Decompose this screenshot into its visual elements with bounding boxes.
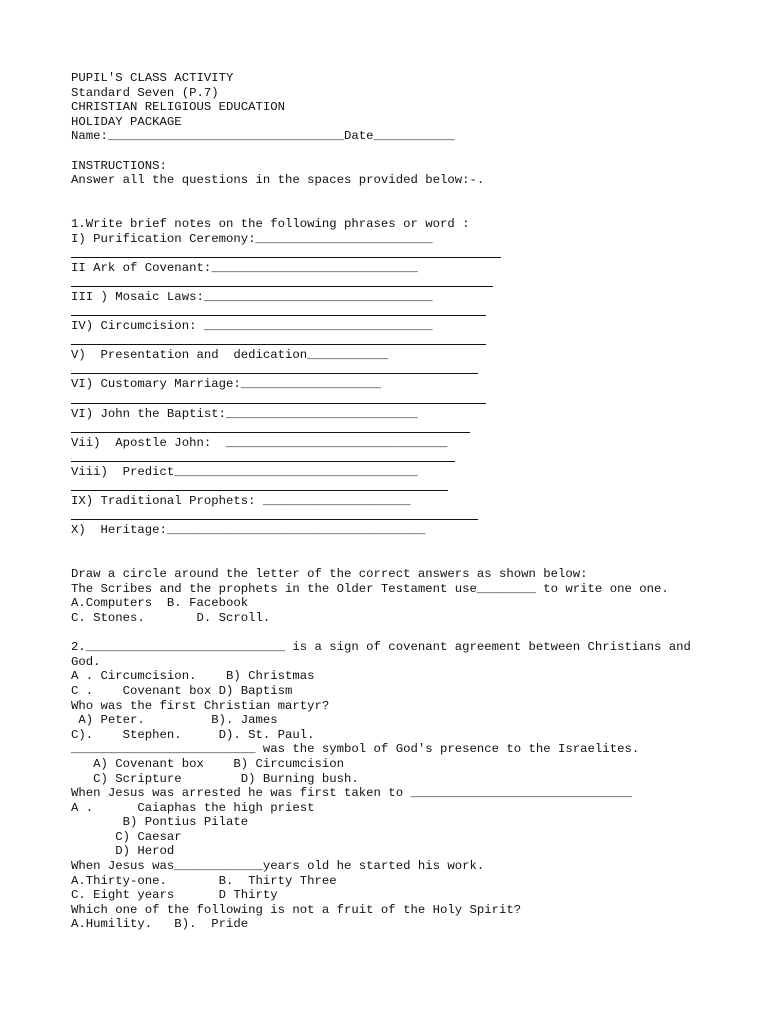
mcq-question: _________________________ was the symbol of God's presence to the Israelites. bbox=[71, 742, 640, 757]
mcq-question: Which one of the following is not a fruit of the Holy Spirit? bbox=[71, 902, 522, 917]
mcq-options: C . Covenant box D) Baptism bbox=[71, 683, 293, 698]
answer-line bbox=[71, 509, 711, 524]
header-package: HOLIDAY PACKAGE bbox=[71, 114, 182, 129]
mcq-example-question: The Scribes and the prophets in the Older Testament use________ to write one one. bbox=[71, 581, 669, 596]
note-item: Viii) Predict_________________________________ bbox=[71, 465, 418, 480]
mcq-example-options: C. Stones. D. Scroll. bbox=[71, 610, 271, 625]
worksheet-page bbox=[71, 71, 711, 932]
note-item: IX) Traditional Prophets: ____________________ bbox=[71, 494, 411, 509]
note-item: III ) Mosaic Laws:_______________________________ bbox=[71, 289, 433, 304]
mcq-intro: Draw a circle around the letter of the correct answers as shown below: bbox=[71, 567, 588, 582]
mcq-question: When Jesus was____________years old he started his work. bbox=[71, 859, 485, 874]
answer-line bbox=[71, 363, 711, 378]
answer-line bbox=[71, 450, 711, 465]
section1-prompt: 1.Write brief notes on the following phrases or word : bbox=[71, 216, 470, 231]
mcq-options: C). Stephen. D). St. Paul. bbox=[71, 727, 315, 742]
mcq-option: C) Caesar bbox=[71, 829, 182, 844]
mcq-question: God. bbox=[71, 654, 101, 669]
answer-line bbox=[71, 305, 711, 320]
mcq-options: A.Humility. B). Pride bbox=[71, 917, 249, 932]
mcq-options: A) Peter. B). James bbox=[71, 713, 278, 728]
note-item: II Ark of Covenant:____________________________ bbox=[71, 260, 418, 275]
note-item: IV) Circumcision: _______________________________ bbox=[71, 319, 433, 334]
answer-line bbox=[71, 246, 711, 261]
mcq-question: When Jesus was arrested he was first taken to ______________________________ bbox=[71, 786, 632, 801]
answer-line bbox=[71, 334, 711, 349]
answer-line bbox=[71, 421, 711, 436]
mcq-options: C) Scripture D) Burning bush. bbox=[71, 771, 359, 786]
mcq-option: B) Pontius Pilate bbox=[71, 815, 249, 830]
answer-line bbox=[71, 275, 711, 290]
header-subject: CHRISTIAN RELIGIOUS EDUCATION bbox=[71, 100, 286, 115]
instructions-text: Answer all the questions in the spaces provided below:-. bbox=[71, 173, 485, 188]
note-item: VI) John the Baptist:__________________________ bbox=[71, 406, 418, 421]
mcq-options: A) Covenant box B) Circumcision bbox=[71, 756, 345, 771]
instructions-title: INSTRUCTIONS: bbox=[71, 158, 167, 173]
header-class: Standard Seven (P.7) bbox=[71, 85, 219, 100]
mcq-question: Who was the first Christian martyr? bbox=[71, 698, 330, 713]
note-item: X) Heritage:___________________________________ bbox=[71, 523, 426, 538]
note-item: VI) Customary Marriage:___________________ bbox=[71, 377, 381, 392]
mcq-options: A.Thirty-one. B. Thirty Three bbox=[71, 873, 337, 888]
mcq-options: C. Eight years D Thirty bbox=[71, 888, 278, 903]
note-item: I) Purification Ceremony:________________________ bbox=[71, 231, 433, 246]
answer-line bbox=[71, 392, 711, 407]
mcq-option: D) Herod bbox=[71, 844, 175, 859]
mcq-question: 2.___________________________ is a sign of covenant agreement between Christians and bbox=[71, 640, 691, 655]
mcq-options: A . Circumcision. B) Christmas bbox=[71, 669, 315, 684]
mcq-option: A . Caiaphas the high priest bbox=[71, 800, 315, 815]
note-item: Vii) Apostle John: ______________________________ bbox=[71, 435, 448, 450]
answer-line bbox=[71, 480, 711, 495]
note-item: V) Presentation and dedication___________ bbox=[71, 348, 389, 363]
mcq-example-options: A.Computers B. Facebook bbox=[71, 596, 249, 611]
name-date-line: Name:________________________________Date___________ bbox=[71, 129, 455, 144]
header-title: PUPIL'S CLASS ACTIVITY bbox=[71, 71, 234, 85]
